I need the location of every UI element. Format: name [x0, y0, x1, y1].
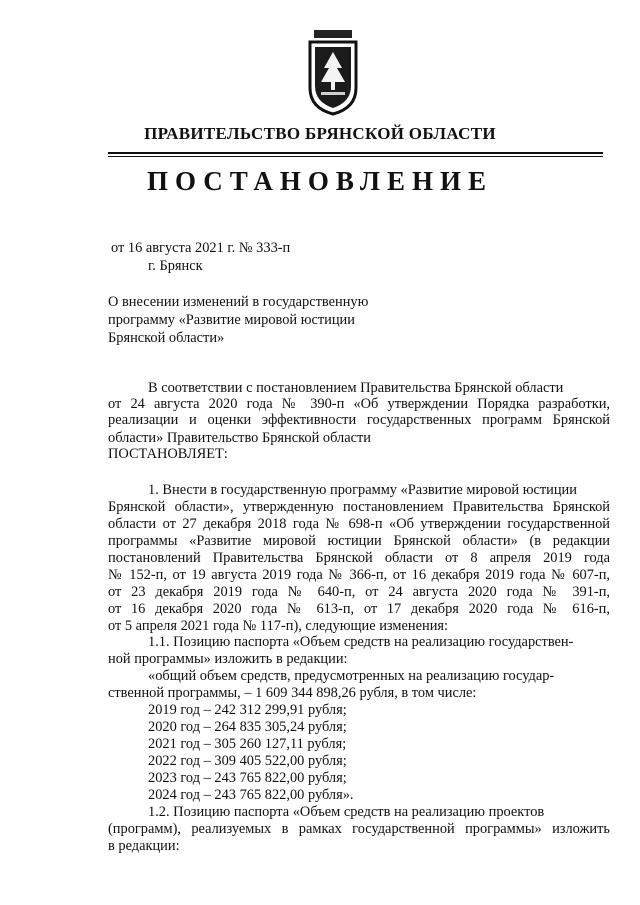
preamble-line-2: от 24 августа 2020 года № 390-п «Об утверждении Порядка разработки,	[108, 396, 610, 412]
item1-2-line-3: в редакции:	[108, 838, 180, 854]
resolves-word: ПОСТАНОВЛЯЕТ:	[108, 446, 228, 462]
item1-2-line-2: (программ), реализуемых в рамках государственной программы» изложить	[108, 821, 610, 837]
preamble-line-4: области» Правительство Брянской области	[108, 430, 371, 446]
item1-line-4: программы «Развитие мировой юстиции Брянской области» (в редакции	[108, 533, 610, 549]
item1-line-9: от 5 апреля 2021 года № 117-п), следующие изменения:	[108, 618, 449, 634]
coat-of-arms-emblem	[304, 28, 362, 116]
year-amount-line: 2021 год – 305 260 127,11 рубля;	[148, 736, 347, 752]
year-amount-line: 2020 год – 264 835 305,24 рубля;	[148, 719, 347, 735]
subject-line-3: Брянской области»	[108, 330, 225, 346]
item1-1-line-1: 1.1. Позицию паспорта «Объем средств на реализацию государствен-	[148, 634, 574, 650]
item1-line-7: от 23 декабря 2019 года № 640-п, от 24 августа 2020 года № 391-п,	[108, 584, 610, 600]
item1-line-6: № 152-п, от 19 августа 2019 года № 366-п, от 16 декабря 2019 года № 607-п,	[108, 567, 610, 583]
item1-line-1: 1. Внести в государственную программу «Развитие мировой юстиции	[148, 482, 577, 498]
preamble-line-1: В соответствии с постановлением Правительства Брянской области	[148, 380, 564, 396]
header-rule-thick	[108, 152, 603, 154]
subject-line-2: программу «Развитие мировой юстиции	[108, 312, 355, 328]
header-rule-thin	[108, 156, 603, 157]
year-amount-line: 2022 год – 309 405 522,00 рубля;	[148, 753, 347, 769]
year-amount-line: 2019 год – 242 312 299,91 рубля;	[148, 702, 347, 718]
organization-title: ПРАВИТЕЛЬСТВО БРЯНСКОЙ ОБЛАСТИ	[144, 124, 496, 143]
subject-line-1: О внесении изменений в государственную	[108, 294, 369, 310]
preamble-line-3: реализации и оценки эффективности государственных программ Брянской	[108, 412, 610, 428]
item1-line-2: Брянской области», утвержденную постановлением Правительства Брянской	[108, 499, 610, 515]
year-amount-line: 2024 год – 243 765 822,00 рубля».	[148, 787, 354, 803]
item1-line-5: постановлений Правительства Брянской области от 8 апреля 2019 года	[108, 550, 610, 566]
date-number-line: от 16 августа 2021 г. № 333-п	[111, 240, 291, 256]
item1-1-quote-line-2: ственной программы, – 1 609 344 898,26 рубля, в том числе:	[108, 685, 477, 701]
item1-2-line-1: 1.2. Позицию паспорта «Объем средств на реализацию проектов	[148, 804, 545, 820]
year-amount-line: 2023 год – 243 765 822,00 рубля;	[148, 770, 347, 786]
item1-line-3: области от 27 декабря 2018 года № 698-п «Об утверждении государственной	[108, 516, 610, 532]
city-line: г. Брянск	[148, 258, 203, 274]
item1-line-8: от 16 декабря 2020 года № 613-п, от 17 декабря 2020 года № 616-п,	[108, 601, 610, 617]
item1-1-quote-line-1: «общий объем средств, предусмотренных на реализацию государ-	[148, 668, 555, 684]
item1-1-line-2: ной программы» изложить в редакции:	[108, 651, 348, 667]
document-type-title: ПОСТАНОВЛЕНИЕ	[146, 166, 494, 196]
